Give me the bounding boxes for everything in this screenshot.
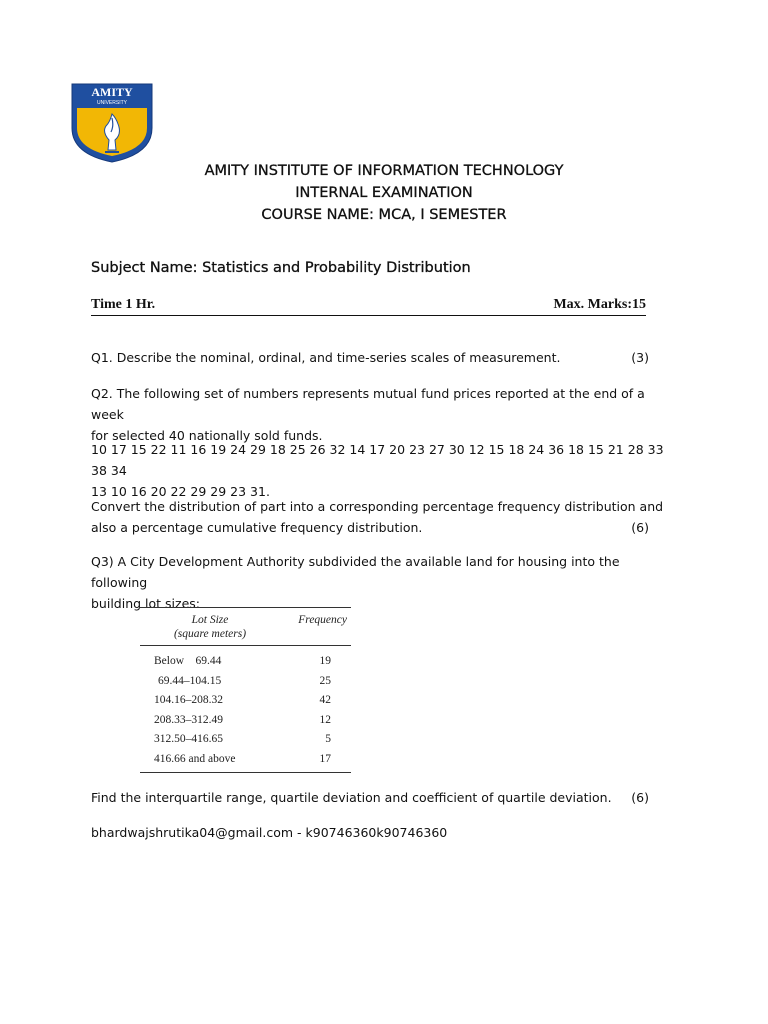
question-2-intro-line-2: for selected 40 nationally sold funds. [91, 428, 323, 443]
svg-text:UNIVERSITY: UNIVERSITY [96, 100, 128, 106]
frequency-cell: 5 [325, 733, 331, 746]
institute-name: AMITY INSTITUTE OF INFORMATION TECHNOLOGY [204, 163, 564, 179]
exam-header [0, 160, 768, 226]
frequency-cell: 42 [319, 694, 331, 707]
table-row [140, 672, 351, 692]
question-1-text: Q1. Describe the nominal, ordinal, and time-series scales of measurement. [91, 350, 561, 365]
question-3-intro [91, 551, 671, 614]
frequency-cell: 19 [319, 655, 331, 667]
exam-type: INTERNAL EXAMINATION [295, 185, 473, 201]
time-marks-bar [91, 297, 646, 316]
time-duration: Time 1 Hr. [91, 297, 156, 312]
subject-name: Subject Name: Statistics and Probability Distribution [91, 260, 471, 276]
question-2-task-line-1: Convert the distribution of part into a corresponding percentage frequency distribution and [91, 499, 664, 514]
question-2-intro [91, 383, 671, 446]
frequency-cell: 25 [319, 674, 331, 687]
question-2-data-line-2: 13 10 16 20 22 29 29 23 31. [91, 484, 270, 499]
frequency-cell: 17 [319, 752, 331, 765]
question-3-task-text: Find the interquartile range, quartile deviation and coefficient of quartile deviation. [91, 790, 612, 805]
lot-size-header: Lot Size (square meters) [173, 614, 247, 640]
question-1 [91, 347, 671, 368]
max-marks: Max. Marks:15 [553, 297, 646, 312]
svg-text:AMITY: AMITY [91, 85, 133, 99]
question-2-marks: (6) [631, 520, 649, 535]
table-row [140, 750, 351, 772]
question-2-task [91, 496, 671, 538]
lot-size-cell: Below 69.44 [154, 655, 222, 667]
question-2-data-line-1: 10 17 15 22 11 16 19 24 29 18 25 26 32 14 17 20 23 27 30 12 15 18 24 36 18 15 21 28 33 38 34 [91, 442, 664, 478]
lot-size-cell: 208.33–312.49 [154, 713, 223, 726]
table-header-row [140, 608, 351, 646]
lot-size-cell: 416.66 and above [154, 752, 236, 765]
question-3-task [91, 787, 671, 808]
frequency-cell: 12 [319, 713, 331, 726]
table-row [140, 711, 351, 731]
table-row [140, 730, 351, 750]
lot-size-cell: 104.16–208.32 [154, 694, 223, 707]
amity-university-logo [70, 82, 154, 164]
lot-size-cell: 312.50–416.65 [154, 733, 223, 746]
question-2-task-line-2: also a percentage cumulative frequency distribution. (6) [91, 517, 671, 538]
question-3-intro-line-1: Q3) A City Development Authority subdivided the available land for housing into the following [91, 554, 620, 590]
question-3-marks: (6) [631, 790, 649, 805]
question-2-data [91, 439, 671, 502]
table-row [140, 691, 351, 711]
question-1-marks: (3) [631, 350, 649, 365]
lot-size-table [140, 607, 351, 773]
lot-size-cell: 69.44–104.15 [158, 674, 222, 687]
footer-contact: bhardwajshrutika04@gmail.com - k90746360k90746360 [91, 825, 448, 840]
question-3-intro-line-2: building lot sizes: [91, 596, 200, 611]
question-2-intro-line-1: Q2. The following set of numbers represents mutual fund prices reported at the end of a week [91, 386, 645, 422]
course-name: COURSE NAME: MCA, I SEMESTER [261, 207, 507, 223]
frequency-header: Frequency [298, 614, 347, 626]
table-row [140, 646, 351, 672]
